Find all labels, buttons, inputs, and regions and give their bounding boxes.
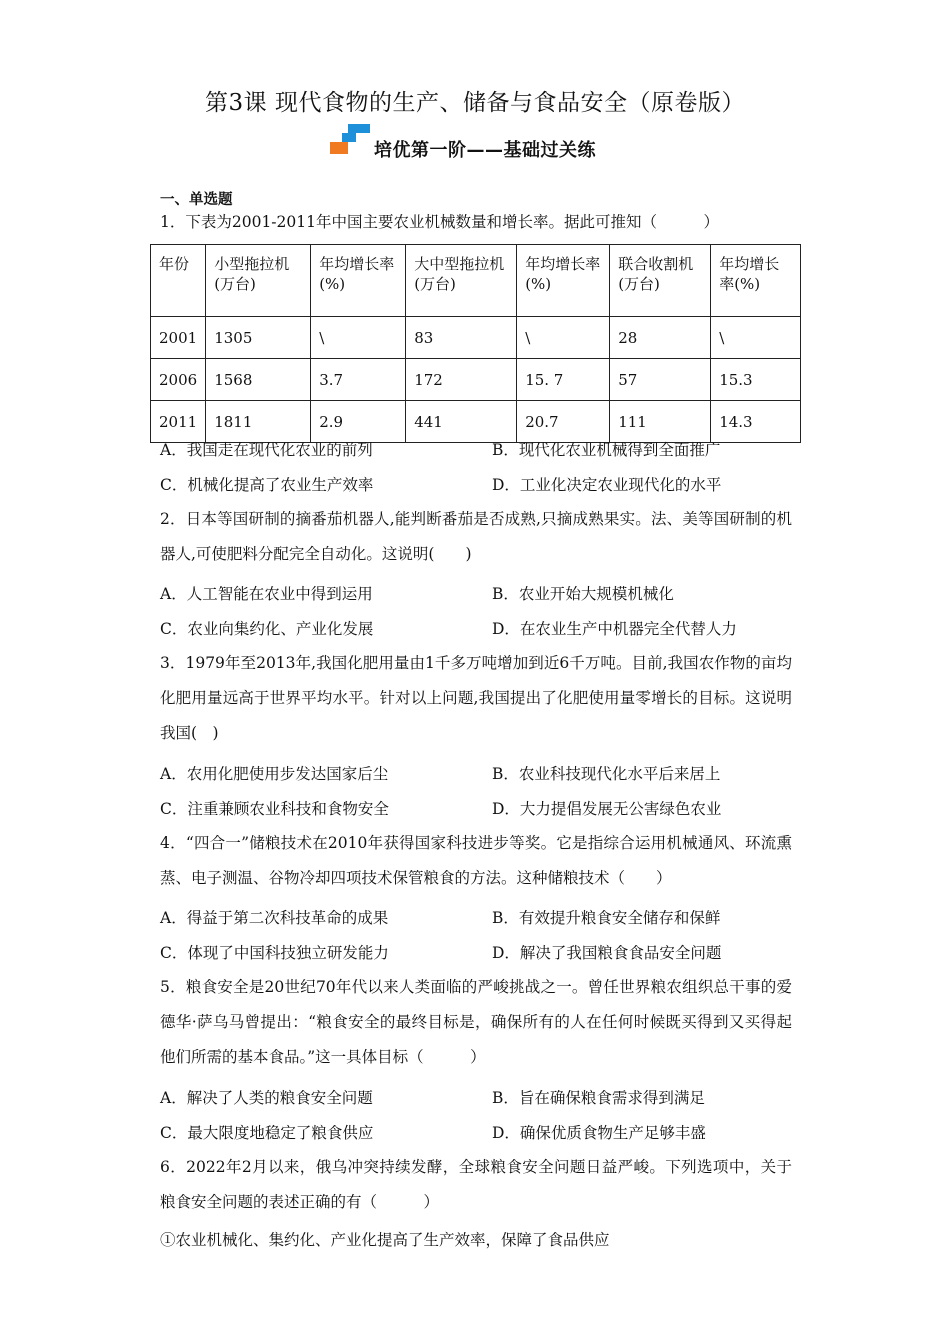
question-3-option-a[interactable]: A．农用化肥使用步发达国家后尘 bbox=[160, 765, 389, 783]
table-cell: 172 bbox=[406, 359, 517, 401]
question-5-option-d[interactable]: D．确保优质食物生产足够丰盛 bbox=[492, 1124, 706, 1142]
question-3-option-b[interactable]: B．农业科技现代化水平后来居上 bbox=[492, 765, 721, 783]
table-cell: 83 bbox=[406, 317, 517, 359]
table-header-cell: 大中型拖拉机(万台) bbox=[406, 245, 517, 317]
table-cell: \ bbox=[311, 317, 406, 359]
table-cell: 2011 bbox=[151, 401, 206, 443]
table-cell: 15. 7 bbox=[517, 359, 610, 401]
table-cell: 28 bbox=[610, 317, 711, 359]
question-3-stem: 3．1979年至2013年,我国化肥用量由1千多万吨增加到近6千万吨。目前,我国农作物的亩均化肥用量远高于世界平均水平。针对以上问题,我国提出了化肥使用量零增长的目标。这说明我国( ) bbox=[160, 654, 792, 742]
table-cell: 1305 bbox=[206, 317, 311, 359]
question-4-option-a[interactable]: A．得益于第二次科技革命的成果 bbox=[160, 909, 389, 927]
question-4-option-c[interactable]: C．体现了中国科技独立研发能力 bbox=[160, 944, 389, 962]
logo-blue-block bbox=[348, 124, 370, 133]
question-2-option-d[interactable]: D．在农业生产中机器完全代替人力 bbox=[492, 620, 737, 638]
question-5-stem: 5．粮食安全是20世纪70年代以来人类面临的严峻挑战之一。曾任世界粮农组织总干事的爱德华·萨乌马曾提出：“粮食安全的最终目标是，确保所有的人在任何时候既买得到又买得起他们所需的基本食品。”这一具体目标（ ） bbox=[160, 978, 792, 1066]
table-header-cell: 联合收割机(万台) bbox=[610, 245, 711, 317]
question-1-stem: 1．下表为2001-2011年中国主要农业机械数量和增长率。据此可推知（ ） bbox=[160, 213, 719, 231]
question-5-option-b[interactable]: B．旨在确保粮食需求得到满足 bbox=[492, 1089, 705, 1107]
section-banner bbox=[328, 124, 648, 160]
machinery-table bbox=[150, 244, 801, 443]
table-header-cell: 年均增长率(%) bbox=[311, 245, 406, 317]
banner-title: 培优第一阶——基础过关练 bbox=[374, 140, 596, 161]
table-header-row bbox=[151, 245, 801, 317]
page-title: 第3课 现代食物的生产、储备与食品安全（原卷版） bbox=[205, 90, 745, 116]
question-1-option-b[interactable]: B．现代化农业机械得到全面推广 bbox=[492, 441, 721, 459]
table-cell: \ bbox=[517, 317, 610, 359]
logo-orange-block bbox=[330, 142, 348, 154]
table-cell: 2001 bbox=[151, 317, 206, 359]
question-1-option-d[interactable]: D．工业化决定农业现代化的水平 bbox=[492, 476, 722, 494]
table-cell: 1811 bbox=[206, 401, 311, 443]
table-cell: \ bbox=[711, 317, 801, 359]
table-cell: 15.3 bbox=[711, 359, 801, 401]
question-3-option-d[interactable]: D．大力提倡发展无公害绿色农业 bbox=[492, 800, 722, 818]
table-header-cell: 年均增长率(%) bbox=[517, 245, 610, 317]
table-header-cell: 年均增长率(%) bbox=[711, 245, 801, 317]
question-5-option-c[interactable]: C．最大限度地稳定了粮食供应 bbox=[160, 1124, 374, 1142]
table-row bbox=[151, 317, 801, 359]
table-row bbox=[151, 401, 801, 443]
question-6-stem: 6．2022年2月以来，俄乌冲突持续发酵，全球粮食安全问题日益严峻。下列选项中，关于粮食安全问题的表述正确的有（ ） bbox=[160, 1158, 792, 1211]
question-3-option-c[interactable]: C．注重兼顾农业科技和食物安全 bbox=[160, 800, 389, 818]
table-cell: 20.7 bbox=[517, 401, 610, 443]
table-cell: 57 bbox=[610, 359, 711, 401]
table-cell: 1568 bbox=[206, 359, 311, 401]
question-4-stem: 4．“四合一”储粮技术在2010年获得国家科技进步等奖。它是指综合运用机械通风、环流熏蒸、电子测温、谷物冷却四项技术保管粮食的方法。这种储粮技术（ ） bbox=[160, 834, 792, 887]
table-cell: 14.3 bbox=[711, 401, 801, 443]
question-1-option-c[interactable]: C．机械化提高了农业生产效率 bbox=[160, 476, 374, 494]
table-cell: 2.9 bbox=[311, 401, 406, 443]
question-2-option-a[interactable]: A．人工智能在农业中得到运用 bbox=[160, 585, 373, 603]
table-header-cell: 年份 bbox=[151, 245, 206, 317]
question-2-option-b[interactable]: B．农业开始大规模机械化 bbox=[492, 585, 674, 603]
question-1-option-a[interactable]: A．我国走在现代化农业的前列 bbox=[160, 441, 373, 459]
table-cell: 111 bbox=[610, 401, 711, 443]
table-cell: 441 bbox=[406, 401, 517, 443]
question-2-stem: 2．日本等国研制的摘番茄机器人,能判断番茄是否成熟,只摘成熟果实。法、美等国研制的机器人,可使肥料分配完全自动化。这说明( ) bbox=[160, 510, 792, 563]
table-cell: 3.7 bbox=[311, 359, 406, 401]
table-cell: 2006 bbox=[151, 359, 206, 401]
question-2-option-c[interactable]: C．农业向集约化、产业化发展 bbox=[160, 620, 374, 638]
question-6-statement-1: ①农业机械化、集约化、产业化提高了生产效率，保障了食品供应 bbox=[160, 1231, 610, 1249]
question-4-option-b[interactable]: B．有效提升粮食安全储存和保鲜 bbox=[492, 909, 721, 927]
logo-blue-block-2 bbox=[342, 133, 356, 142]
table-header-cell: 小型拖拉机(万台) bbox=[206, 245, 311, 317]
question-4-option-d[interactable]: D．解决了我国粮食食品安全问题 bbox=[492, 944, 722, 962]
stairs-logo-icon bbox=[328, 124, 372, 158]
section-heading: 一、单选题 bbox=[160, 192, 233, 208]
table-row bbox=[151, 359, 801, 401]
question-5-option-a[interactable]: A．解决了人类的粮食安全问题 bbox=[160, 1089, 373, 1107]
